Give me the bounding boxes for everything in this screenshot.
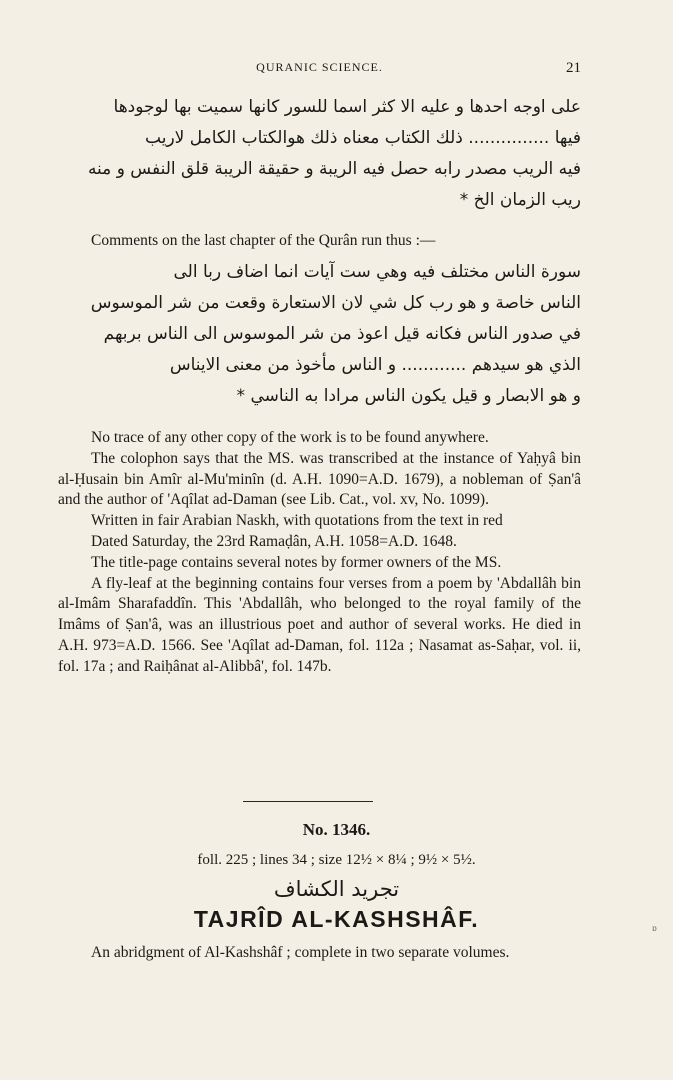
note-paragraph: The title-page contains several notes by former owners of the MS. (91, 553, 502, 571)
entry-number: No. 1346. (302, 820, 371, 839)
arabic-title: تجريد الكشاف (273, 877, 400, 901)
running-title: QURANIC SCIENCE. (256, 60, 383, 74)
note-paragraph: No trace of any other copy of the work is to be found anywhere. (91, 429, 489, 446)
arabic-line: في صدور الناس فكانه قيل اعوذ من شر الموسوس الى الناس بربهم (103, 324, 581, 344)
arabic-line: فيه الريب مصدر رابه حصل فيه الريبة و حقيقة الريبة قلق النفس و منه (87, 159, 581, 179)
collation: foll. 225 ; lines 34 ; size 12½ × 8¼ ; 9½ × 5½. (197, 852, 476, 868)
running-head (58, 60, 581, 80)
arabic-line: و هو الابصار و قيل يكون الناس مرادا به الناسي * (236, 386, 581, 406)
arabic-line: الذي هو سيدهم ............ و الناس مأخوذ من معنى الايناس (169, 355, 581, 375)
description-paragraph: An abridgment of Al-Kashshâf ; complete in two separate volumes. (91, 944, 510, 961)
note-paragraph: A fly-leaf at the beginning contains four verses from a poem by 'Abdallâh bin al-Imâm Sharafaddîn. This 'Abdallâh, who belonged to the royal family of the Imâms of Ṣan'â, was an illustrious poet and author of several works. He died in A.H. 973=A.D. 1566. See 'Aqîlat ad-Daman, fol. 112a ; Nasamat as-Saḥar, vol. ii, fol. 17a ; and Raiḥânat al-Alibbâ', fol. 147b. (58, 574, 581, 675)
section-divider (243, 801, 373, 802)
arabic-passage-2 (58, 257, 581, 412)
note-paragraph: The colophon says that the MS. was transcribed at the instance of Yaḥyâ bin al-Ḥusain bin Amîr al-Mu'minîn (d. A.H. 1090=A.D. 1679), a nobleman of Ṣan'â and the author of 'Aqîlat ad-Daman (see Lib. Cat., vol. xv, No. 1099). (58, 449, 581, 509)
arabic-line: ريب الزمان الخ * (459, 190, 581, 210)
notes-section (58, 428, 581, 678)
arabic-line: فيها ............... ذلك الكتاب معناه ذلك هوالكتاب الكامل لاريب (145, 128, 581, 148)
arabic-line: سورة الناس مختلف فيه وهي ست آيات انما اضاف ربا الى (173, 262, 581, 282)
arabic-line: على اوجه احدها و عليه الا كثر اسما للسور كانها سميت بها لوجودها (113, 97, 581, 117)
page-number: 21 (566, 60, 581, 76)
intro-line: Comments on the last chapter of the Qurân run thus :— (91, 232, 436, 249)
arabic-passage-1 (58, 92, 581, 216)
note-paragraph: Dated Saturday, the 23rd Ramaḍân, A.H. 1058=A.D. 1648. (91, 532, 457, 550)
arabic-line: الناس خاصة و هو رب كل شي لان الاستعارة وقعت من شر الموسوس (90, 293, 581, 313)
work-title: TAJRÎD AL-KASHSHÂF. (193, 906, 480, 932)
entry-description (58, 943, 581, 964)
note-paragraph: Written in fair Arabian Naskh, with quotations from the text in red (91, 512, 503, 530)
margin-mark: ɒ (652, 923, 657, 933)
